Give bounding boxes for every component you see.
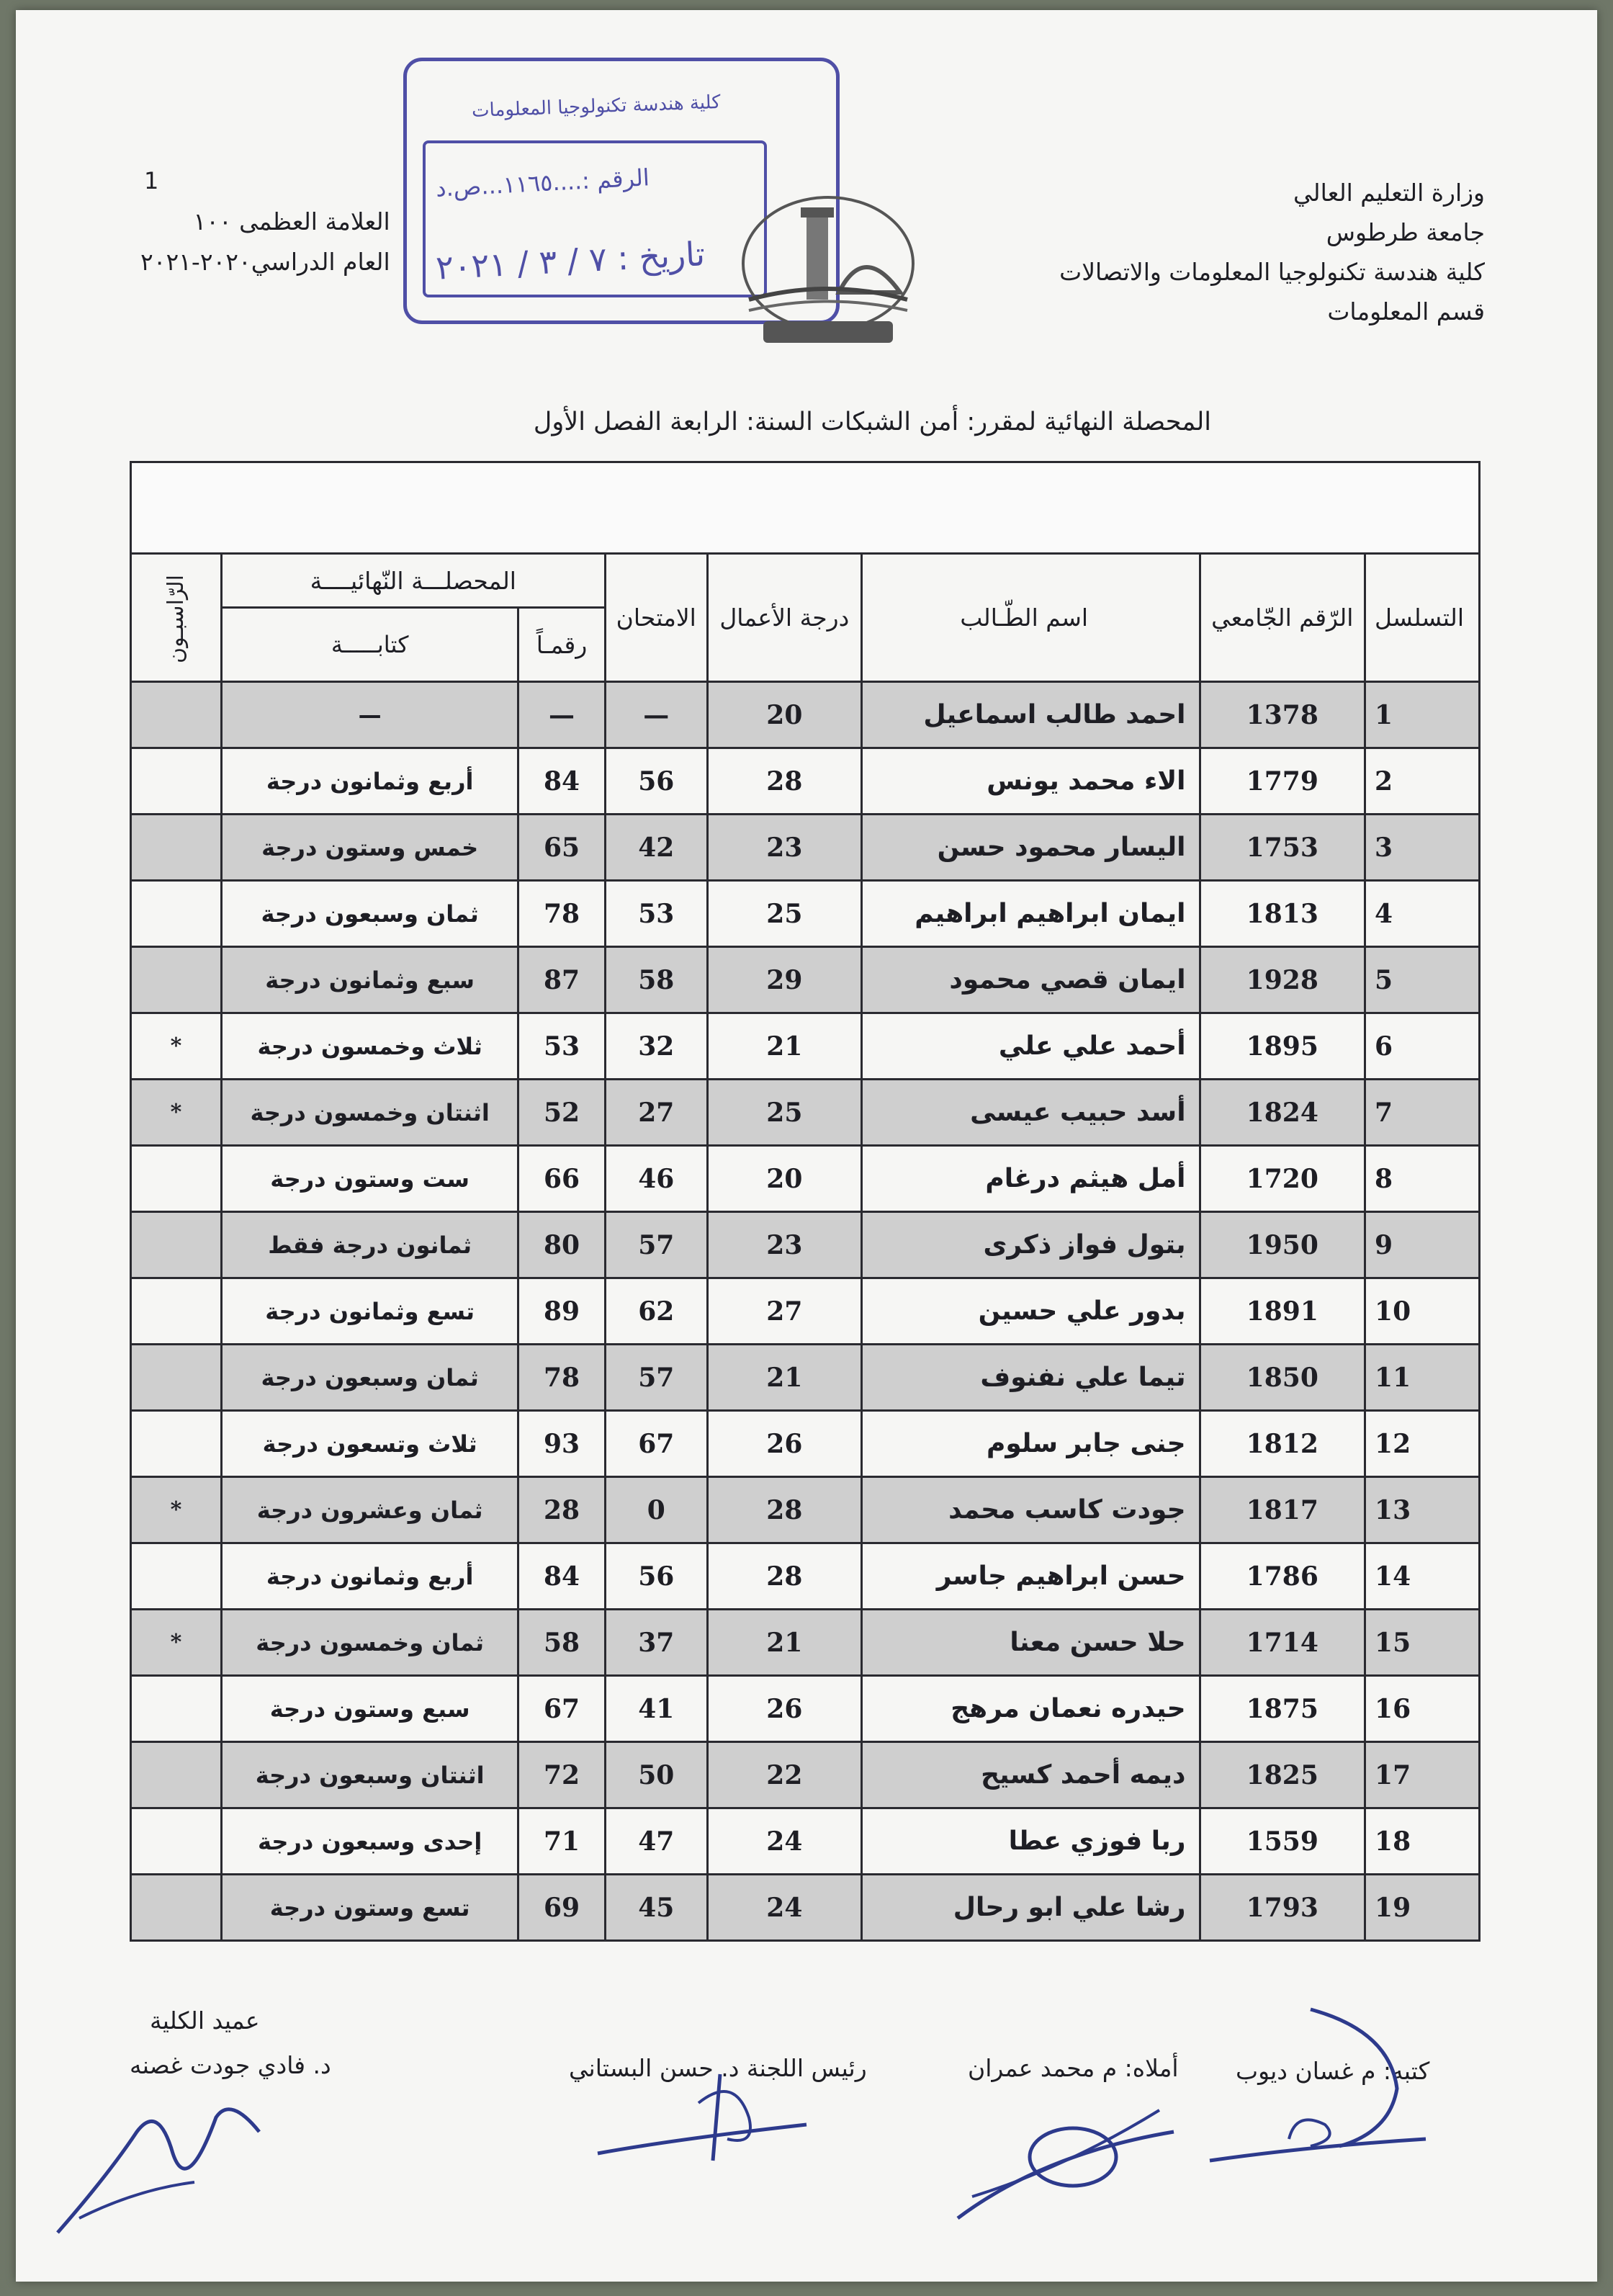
row-final-number: 69 [518,1875,605,1941]
row-exam-mark: 47 [605,1808,707,1875]
row-seq: 4 [1365,881,1480,947]
table-row [131,1477,1480,1543]
row-failed-mark [131,881,222,947]
row-seq: 18 [1365,1808,1480,1875]
row-student-name: بدور علي حسين [861,1278,1200,1345]
row-final-number: 93 [518,1411,605,1477]
row-student-id: 1891 [1200,1278,1365,1345]
row-student-id: 1559 [1200,1808,1365,1875]
department-line: قسم المعلومات [1327,297,1485,326]
row-exam-mark: 41 [605,1676,707,1742]
row-work-mark: 28 [707,1477,861,1543]
row-seq: 19 [1365,1875,1480,1941]
row-work-mark: 26 [707,1411,861,1477]
row-failed-mark [131,815,222,881]
work-header: درجة الأعمال [707,554,861,682]
table-row [131,881,1480,947]
row-final-number: 67 [518,1676,605,1742]
row-final-words: ثمان وسبعون درجة [221,881,518,947]
row-student-name: جنى جابر سلوم [861,1411,1200,1477]
course-title: المحصلة النهائية لمقرر: أمن الشبكات السنة: الرابعة الفصل الأول [533,408,1211,436]
table-row [131,1610,1480,1676]
row-final-words: — [221,682,518,748]
committee-head: رئيس اللجنة د. حسن البستاني [569,2054,867,2082]
row-failed-mark [131,1411,222,1477]
row-work-mark: 28 [707,1543,861,1610]
institution-header [1059,173,1485,331]
exam-info [140,202,390,282]
row-student-name: بتول فواز ذكرى [861,1212,1200,1278]
table-title-cell [131,462,1480,554]
row-student-id: 1875 [1200,1676,1365,1742]
row-seq: 11 [1365,1345,1480,1411]
row-work-mark: 25 [707,1080,861,1146]
row-seq: 10 [1365,1278,1480,1345]
table-row [131,1345,1480,1411]
row-work-mark: 21 [707,1013,861,1080]
row-exam-mark: 56 [605,1543,707,1610]
row-final-words: أربع وثمانون درجة [221,748,518,815]
grades-body [131,682,1480,1941]
row-final-words: تسع وثمانون درجة [221,1278,518,1345]
row-work-mark: 26 [707,1676,861,1742]
row-student-name: حيدره نعمان مرهج [861,1676,1200,1742]
row-final-number: 66 [518,1146,605,1212]
row-final-words: سبع وستون درجة [221,1676,518,1742]
row-student-id: 1720 [1200,1146,1365,1212]
table-row [131,1013,1480,1080]
row-exam-mark: 50 [605,1742,707,1808]
row-work-mark: 23 [707,1212,861,1278]
row-seq: 3 [1365,815,1480,881]
row-failed-mark [131,748,222,815]
table-row [131,1146,1480,1212]
row-student-id: 1793 [1200,1875,1365,1941]
row-work-mark: 25 [707,881,861,947]
row-work-mark: 24 [707,1875,861,1941]
row-seq: 9 [1365,1212,1480,1278]
row-final-number: 89 [518,1278,605,1345]
row-student-id: 1786 [1200,1543,1365,1610]
row-student-id: 1813 [1200,881,1365,947]
table-row [131,815,1480,881]
row-final-number: 78 [518,1345,605,1411]
row-final-words: ست وستون درجة [221,1146,518,1212]
row-student-name: أسد حبيب عيسى [861,1080,1200,1146]
page-number: 1 [144,167,159,194]
stamp-date: تاريخ : ٧ / ٣ / ٢٠٢١ [434,234,706,287]
row-final-number: 52 [518,1080,605,1146]
row-work-mark: 20 [707,1146,861,1212]
failed-header-label: الرّاسبـون [163,575,189,663]
row-exam-mark: 46 [605,1146,707,1212]
table-row [131,1543,1480,1610]
ministry-line: وزارة التعليم العالي [1293,179,1485,207]
row-seq: 13 [1365,1477,1480,1543]
row-failed-mark: * [131,1477,222,1543]
row-failed-mark [131,1278,222,1345]
row-exam-mark: — [605,682,707,748]
academic-year: العام الدراسي٢٠٢٠-٢٠٢١ [140,248,390,276]
table-row [131,748,1480,815]
university-line: جامعة طرطوس [1326,218,1485,246]
row-final-words: ثلاث وخمسون درجة [221,1013,518,1080]
row-final-number: 84 [518,748,605,815]
row-student-name: ايمان ابراهيم ابراهيم [861,881,1200,947]
seq-header: التسلسل [1365,554,1480,682]
row-exam-mark: 56 [605,748,707,815]
final-header: المحصلـــة النّهائيــــة [221,554,605,608]
row-exam-mark: 45 [605,1875,707,1941]
row-exam-mark: 32 [605,1013,707,1080]
row-final-words: ثمان وخمسون درجة [221,1610,518,1676]
row-final-number: 71 [518,1808,605,1875]
row-final-number: 78 [518,881,605,947]
row-exam-mark: 53 [605,881,707,947]
name-header: اسم الطّـالب [861,554,1200,682]
row-exam-mark: 0 [605,1477,707,1543]
row-failed-mark [131,1212,222,1278]
row-student-id: 1753 [1200,815,1365,881]
row-student-id: 1714 [1200,1610,1365,1676]
row-student-name: ديمه أحمد كسيح [861,1742,1200,1808]
row-seq: 5 [1365,947,1480,1013]
row-student-id: 1950 [1200,1212,1365,1278]
row-work-mark: 23 [707,815,861,881]
row-student-name: أحمد علي علي [861,1013,1200,1080]
row-student-id: 1779 [1200,748,1365,815]
row-student-name: ربا فوزي عطا [861,1808,1200,1875]
row-failed-mark [131,1676,222,1742]
row-seq: 6 [1365,1013,1480,1080]
table-row [131,1742,1480,1808]
row-final-number: 28 [518,1477,605,1543]
row-final-words: خمس وستون درجة [221,815,518,881]
row-student-name: الاء محمد يونس [861,748,1200,815]
row-student-name: اليسار محمود حسن [861,815,1200,881]
row-student-name: حسن ابراهيم جاسر [861,1543,1200,1610]
row-final-number: 87 [518,947,605,1013]
row-work-mark: 21 [707,1345,861,1411]
row-seq: 15 [1365,1610,1480,1676]
table-row [131,1875,1480,1941]
row-work-mark: 29 [707,947,861,1013]
dean-title: عميد الكلية [150,2006,260,2035]
words-header: كتابـــــة [221,608,518,682]
row-exam-mark: 57 [605,1345,707,1411]
row-final-words: ثمان وسبعون درجة [221,1345,518,1411]
row-student-name: تيما علي نفنوف [861,1345,1200,1411]
row-student-id: 1378 [1200,682,1365,748]
row-student-id: 1824 [1200,1080,1365,1146]
grades-table [130,461,1481,1942]
row-student-id: 1850 [1200,1345,1365,1411]
row-final-words: إحدى وسبعون درجة [221,1808,518,1875]
row-final-number: 80 [518,1212,605,1278]
written-by: كتبه: م غسان ديوب [1236,2057,1430,2085]
row-final-number: 84 [518,1543,605,1610]
row-exam-mark: 58 [605,947,707,1013]
dean-signature [50,2089,281,2247]
row-final-words: ثمان وعشرون درجة [221,1477,518,1543]
row-failed-mark: * [131,1013,222,1080]
table-row [131,1278,1480,1345]
table-row [131,947,1480,1013]
row-seq: 7 [1365,1080,1480,1146]
max-mark: العلامة العظمى ١٠٠ [193,207,390,236]
row-seq: 2 [1365,748,1480,815]
row-student-name: حلا حسن معنا [861,1610,1200,1676]
row-student-id: 1895 [1200,1013,1365,1080]
table-row [131,1808,1480,1875]
row-seq: 17 [1365,1742,1480,1808]
faculty-line: كلية هندسة تكنولوجيا المعلومات والاتصالات [1059,258,1485,286]
row-work-mark: 28 [707,748,861,815]
row-seq: 16 [1365,1676,1480,1742]
dictation-signature [943,2089,1188,2233]
row-final-number: 65 [518,815,605,881]
writer-signature [1203,2002,1433,2175]
row-failed-mark [131,1543,222,1610]
row-final-number: 72 [518,1742,605,1808]
row-student-name: جودت كاسب محمد [861,1477,1200,1543]
row-final-number: — [518,682,605,748]
table-row [131,1080,1480,1146]
row-failed-mark [131,1742,222,1808]
row-final-words: تسع وستون درجة [221,1875,518,1941]
row-work-mark: 22 [707,1742,861,1808]
row-student-name: ايمان قصي محمود [861,947,1200,1013]
row-final-words: ثلاث وتسعون درجة [221,1411,518,1477]
row-failed-mark [131,1345,222,1411]
row-exam-mark: 27 [605,1080,707,1146]
num-header: رقمـاً [518,608,605,682]
row-student-name: أمل هيثم درغام [861,1146,1200,1212]
row-exam-mark: 67 [605,1411,707,1477]
row-student-name: احمد طالب اسماعيل [861,682,1200,748]
row-failed-mark [131,1808,222,1875]
university-logo [720,184,936,357]
row-work-mark: 27 [707,1278,861,1345]
row-student-id: 1812 [1200,1411,1365,1477]
stamp-reference: الرقم :....١١٦٥...ص.د [435,163,650,202]
row-work-mark: 24 [707,1808,861,1875]
row-student-name: رشا علي ابو رحال [861,1875,1200,1941]
row-final-number: 58 [518,1610,605,1676]
table-row [131,1411,1480,1477]
table-row [131,682,1480,748]
row-seq: 14 [1365,1543,1480,1610]
row-final-words: ثمانون درجة فقط [221,1212,518,1278]
row-final-number: 53 [518,1013,605,1080]
row-failed-mark [131,947,222,1013]
row-final-words: أربع وثمانون درجة [221,1543,518,1610]
row-final-words: اثنتان وخمسون درجة [221,1080,518,1146]
row-failed-mark: * [131,1080,222,1146]
table-row [131,1212,1480,1278]
row-failed-mark [131,1146,222,1212]
row-work-mark: 21 [707,1610,861,1676]
row-student-id: 1928 [1200,947,1365,1013]
stamp-title: كلية هندسة تكنولوجيا المعلومات [471,91,722,122]
row-failed-mark [131,1875,222,1941]
row-student-id: 1817 [1200,1477,1365,1543]
id-header: الرّقم الجّامعي [1200,554,1365,682]
table-row [131,1676,1480,1742]
row-seq: 8 [1365,1146,1480,1212]
dean-name: د. فادي جودت غصنه [130,2051,331,2079]
row-student-id: 1825 [1200,1742,1365,1808]
row-work-mark: 20 [707,682,861,748]
row-exam-mark: 42 [605,815,707,881]
row-final-words: سبع وثمانون درجة [221,947,518,1013]
row-failed-mark: * [131,1610,222,1676]
row-exam-mark: 62 [605,1278,707,1345]
row-seq: 12 [1365,1411,1480,1477]
row-failed-mark [131,682,222,748]
dictated-by: أملاه: م محمد عمران [968,2054,1179,2082]
failed-header [131,554,222,682]
committee-signature [590,2060,821,2175]
row-exam-mark: 37 [605,1610,707,1676]
row-exam-mark: 57 [605,1212,707,1278]
exam-header: الامتحان [605,554,707,682]
row-seq: 1 [1365,682,1480,748]
row-final-words: اثنتان وسبعون درجة [221,1742,518,1808]
